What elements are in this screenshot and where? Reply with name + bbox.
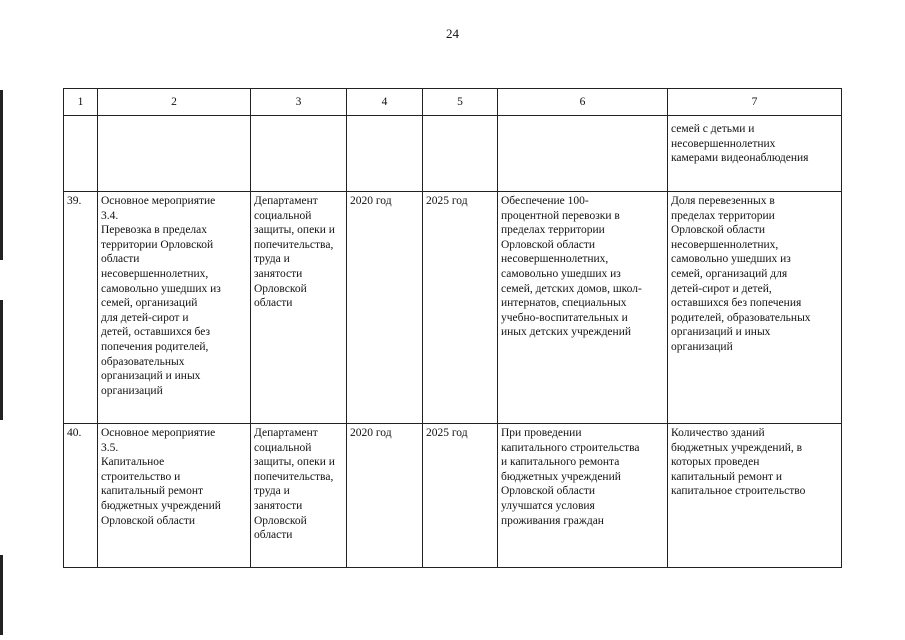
scan-edge-middle: [0, 300, 3, 420]
cont-cell-1: [64, 116, 98, 192]
scan-edge-top: [0, 90, 3, 260]
start-year: 2020 год: [347, 424, 423, 568]
expected-result: При проведении капитального строительства и капитального ремонта бюджетных учреждений Орловской области улучшатся условия проживания граждан: [498, 424, 668, 568]
executor: Департамент социальной защиты, опеки и попечительства, труда и занятости Орловской области: [251, 424, 347, 568]
cont-cell-4: [347, 116, 423, 192]
program-table: [63, 88, 842, 568]
table-row-40: [64, 424, 842, 568]
header-col-1: 1: [64, 89, 98, 116]
expected-result: Обеспечение 100- процентной перевозки в пределах территории Орловской области несовершеннолетних, самовольно ушедших из семей, детских домов, школ- интернатов, специальных учебно-воспитательных и иных детских учреждений: [498, 192, 668, 424]
header-col-7: 7: [668, 89, 842, 116]
end-year: 2025 год: [423, 192, 498, 424]
header-row: [64, 89, 842, 116]
cont-cell-3: [251, 116, 347, 192]
page-number: 24: [446, 26, 459, 41]
table-row-39: [64, 192, 842, 424]
indicator: Доля перевезенных в пределах территории Орловской области несовершеннолетних, самовольно ушедших из семей, организаций для детей-сирот и детей, оставшихся без попечения родителей, образовательных организаций и иных организаций: [668, 192, 842, 424]
header-col-6: 6: [498, 89, 668, 116]
header-col-2: 2: [98, 89, 251, 116]
executor: Департамент социальной защиты, опеки и попечительства, труда и занятости Орловской области: [251, 192, 347, 424]
start-year: 2020 год: [347, 192, 423, 424]
cont-cell-5: [423, 116, 498, 192]
cont-cell-2: [98, 116, 251, 192]
event-name: Основное мероприятие 3.5. Капитальное строительство и капитальный ремонт бюджетных учреждений Орловской области: [98, 424, 251, 568]
event-name: Основное мероприятие 3.4. Перевозка в пределах территории Орловской области несовершеннолетних, самовольно ушедших из семей, организаций для детей-сирот и детей, оставшихся без попечения родителей, образовательных организаций и иных организаций: [98, 192, 251, 424]
header-col-4: 4: [347, 89, 423, 116]
header-col-5: 5: [423, 89, 498, 116]
row-number: 39.: [64, 192, 98, 424]
row-number: 40.: [64, 424, 98, 568]
indicator: Количество зданий бюджетных учреждений, в которых проведен капитальный ремонт и капитальное строительство: [668, 424, 842, 568]
scan-edge-bottom: [0, 555, 3, 635]
continuation-row: [64, 116, 842, 192]
cont-cell-indicator: семей с детьми и несовершеннолетних камерами видеонаблюдения: [668, 116, 842, 192]
cont-cell-6: [498, 116, 668, 192]
end-year: 2025 год: [423, 424, 498, 568]
header-col-3: 3: [251, 89, 347, 116]
